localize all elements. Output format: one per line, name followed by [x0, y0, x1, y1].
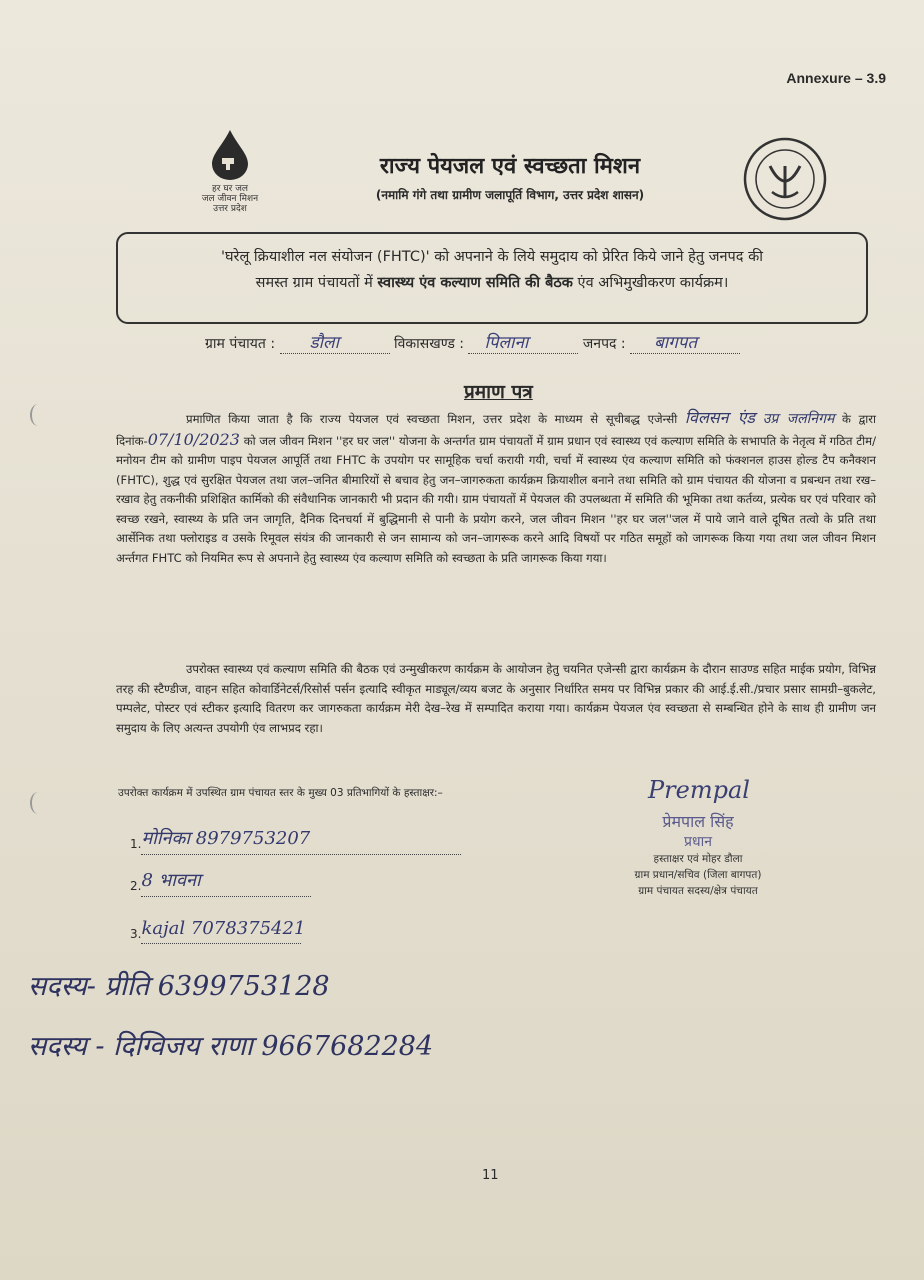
- pradhan-stamp: [588, 776, 808, 899]
- water-drop-icon: [208, 128, 252, 180]
- participant-3-number: 3.: [130, 927, 142, 941]
- banner-line-2-post: एंव अभिमुखीकरण कार्यक्रम।: [572, 275, 729, 291]
- participant-2-signature: 8 भावना: [141, 870, 201, 891]
- member-1-handwritten: सदस्य- प्रीति 6399753128: [28, 971, 330, 1002]
- certificate-heading: प्रमाण पत्र: [464, 381, 533, 403]
- mission-subtitle: (नमामि गंगे तथा ग्रामीण जलापूर्ति विभाग, उत्तर प्रदेश शासन): [375, 188, 645, 202]
- certificate-paragraph-1: [116, 408, 876, 568]
- participant-1: [130, 830, 461, 855]
- mission-title-block: [330, 150, 690, 203]
- janpad-field: [630, 330, 740, 354]
- jal-jeevan-mission-logo: [190, 128, 270, 214]
- date-handwritten: 07/10/2023: [147, 429, 240, 449]
- vikaskhand-field: [468, 330, 578, 354]
- mission-title: राज्य पेयजल एवं स्वच्छता मिशन: [379, 154, 641, 179]
- pradhan-name: प्रेमपाल सिंह: [662, 812, 734, 831]
- participant-1-number: 1.: [130, 837, 142, 851]
- banner-line-2: [132, 270, 852, 296]
- page-number: 11: [482, 1168, 499, 1183]
- gram-panchayat-label: ग्राम पंचायत :: [205, 336, 276, 352]
- participant-3-line: [141, 918, 306, 944]
- janpad-label: जनपद :: [582, 336, 626, 352]
- banner-line-2-pre: समस्त ग्राम पंचायतों में: [255, 275, 378, 291]
- logo-caption-1: हर घर जल: [212, 184, 248, 194]
- vikaskhand-label: विकासखण्ड :: [394, 336, 465, 352]
- stamp-line-2: ग्राम प्रधान/सचिव (जिला बागपत): [634, 869, 762, 881]
- janpad-value: बागपत: [654, 333, 698, 353]
- participant-2-line: [141, 872, 311, 897]
- participant-2: [130, 872, 311, 897]
- annexure-label: Annexure – 3.9: [786, 70, 886, 86]
- banner-line-2-bold: स्वास्थ्य एंव कल्याण समिति की बैठक: [377, 275, 573, 291]
- stamp-line-3: ग्राम पंचायत सदस्य/क्षेत्र पंचायत: [638, 885, 758, 897]
- p2-text: उपरोक्त स्वास्थ्य एवं कल्याण समिति की बैठक एवं उन्मुखीकरण कार्यक्रम के आयोजन हेतु चयनित एजेन्सी द्वारा कार्यक्रम के दौरान साउण्ड सहित माईक प्रयोग, विभिन्न तरह की स्टैण्डीज, वाहन सहित कोवार्डिनेटर्स/रिसोर्स पर्सन इत्यादि स्वीकृत माड्यूल/व्यय बजट के अनुसार निर्धारित समय पर विभिन्न प्रकार की आई.ई.सी./प्रचार प्रसार सामग्री–बुकलेट, पम्पलेट, पोस्टर एवं स्टीकर इत्यादि वितरण कर जागरुकता कार्यक्रम मेरी देख–रेख में सम्पादित कराया गया। कार्यक्रम पेयजल एंव स्वच्छता से सम्बन्धित होने के साथ ही ग्रामीण जन समुदाय के लिए अत्यन्त उपयोगी एंव लाभप्रद रहा।: [116, 662, 876, 735]
- participant-1-signature: मोनिका 8979753207: [141, 828, 311, 849]
- participants-signature-label: उपरोक्त कार्यक्रम में उपस्थित ग्राम पंचायत स्तर के मुख्य 03 प्रतिभागियों के हस्ताक्षर:–: [118, 787, 443, 799]
- vikaskhand-value: पिलाना: [484, 333, 529, 353]
- participant-3-signature: kajal 7078375421: [141, 918, 306, 939]
- p1-part-b: के द्वारा दिनांक-: [116, 412, 877, 448]
- p1-part-a: प्रमाणित किया जाता है कि राज्य पेयजल एवं स्वच्छता मिशन, उत्तर प्रदेश के माध्यम से सूचीबद्ध एजेन्सी: [186, 412, 678, 426]
- banner-line-1: 'घरेलू क्रियाशील नल संयोजन (FHTC)' को अपनाने के लिये समुदाय को प्रेरित किये जाने हेतु जनपद की: [221, 249, 763, 265]
- program-banner: [116, 232, 868, 324]
- stamp-line-1: हस्ताक्षर एवं मोहर डौला: [653, 853, 743, 865]
- punch-hole: [30, 404, 46, 426]
- location-fields: [205, 330, 825, 354]
- gram-panchayat-value: डौला: [309, 333, 339, 353]
- member-2-handwritten: सदस्य - दिग्विजय राणा 9667682284: [28, 1031, 434, 1062]
- gram-panchayat-field: [280, 330, 390, 354]
- agency-handwritten: विलसन एंड: [684, 408, 755, 427]
- participant-2-number: 2.: [130, 879, 142, 893]
- logo-caption-3: उत्तर प्रदेश: [213, 204, 247, 214]
- p1-part-c: को जल जीवन मिशन ''हर घर जल'' योजना के अन्तर्गत ग्राम पंचायतों में ग्राम प्रधान एवं स्वास्थ्य एवं कल्याण समिति के सभापति के नेतृत्व में गठित टीम/मनोयन टीम को ग्रामीण पाइप पेयजल आपूर्ति तथा FHTC के उपयोग पर सामूहिक चर्चा करायी गयी, चर्चा में स्वास्थ्य एंव कल्याण समिति को फंक्शनल हाउस होल्ड टैप कनैक्शन (FHTC), शुद्ध एवं सुरक्षित पेयजल तथा जल–जनित बीमारियों से बचाव हेतु जन–जागरुकता कार्यक्रम क्रियाशील बनाने तथा समिति को ग्राम पंचायत की योजना व प्रबन्धन तथा रख–रखाव हेतु तकनीकी प्रशिक्षित कार्मिको की संवैधानिक जानकारी भी प्रदान की गयी। ग्राम पंचायतों में पेयजल की उपलब्धता में समिति की भूमिका तथा कर्तव्य, प्रत्येक घर एवं परिवार को स्वच्छ रखने, स्वास्थ्य के प्रति जन जागृति, दैनिक दिनचर्या में बुद्धिमानी से पानी के प्रयोग करने, जल जीवन मिशन ''हर घर जल''जल में पाये जाने वाले दूषित तत्वो के प्रति तथा आर्सेनिक तथा फ्लोराइड व उसके रिमूवल संयंत्र की जानकारी से जन सामान्य को जन–जागरूक करने आदि विषयों पर गठित समूहों को जागरूक किया गया तथा जल जीवन मिशन अर्न्तगत FHTC को नियमित रूप से अपनाने हेतु स्वास्थ्य एंव कल्याण समिति को स्वच्छता के प्रति जागरूक किया गया।: [116, 433, 876, 565]
- participant-3: [130, 918, 306, 944]
- pradhan-role: प्रधान: [684, 834, 712, 850]
- pradhan-signature: Prempal: [648, 776, 750, 804]
- side-handwritten-note: उप्र जलनिगम: [762, 411, 835, 427]
- up-government-seal-icon: [742, 136, 828, 222]
- participant-1-line: [141, 830, 461, 855]
- punch-hole: [30, 792, 46, 814]
- certificate-paragraph-2: [116, 660, 876, 738]
- logo-caption-2: जल जीवन मिशन: [201, 194, 259, 204]
